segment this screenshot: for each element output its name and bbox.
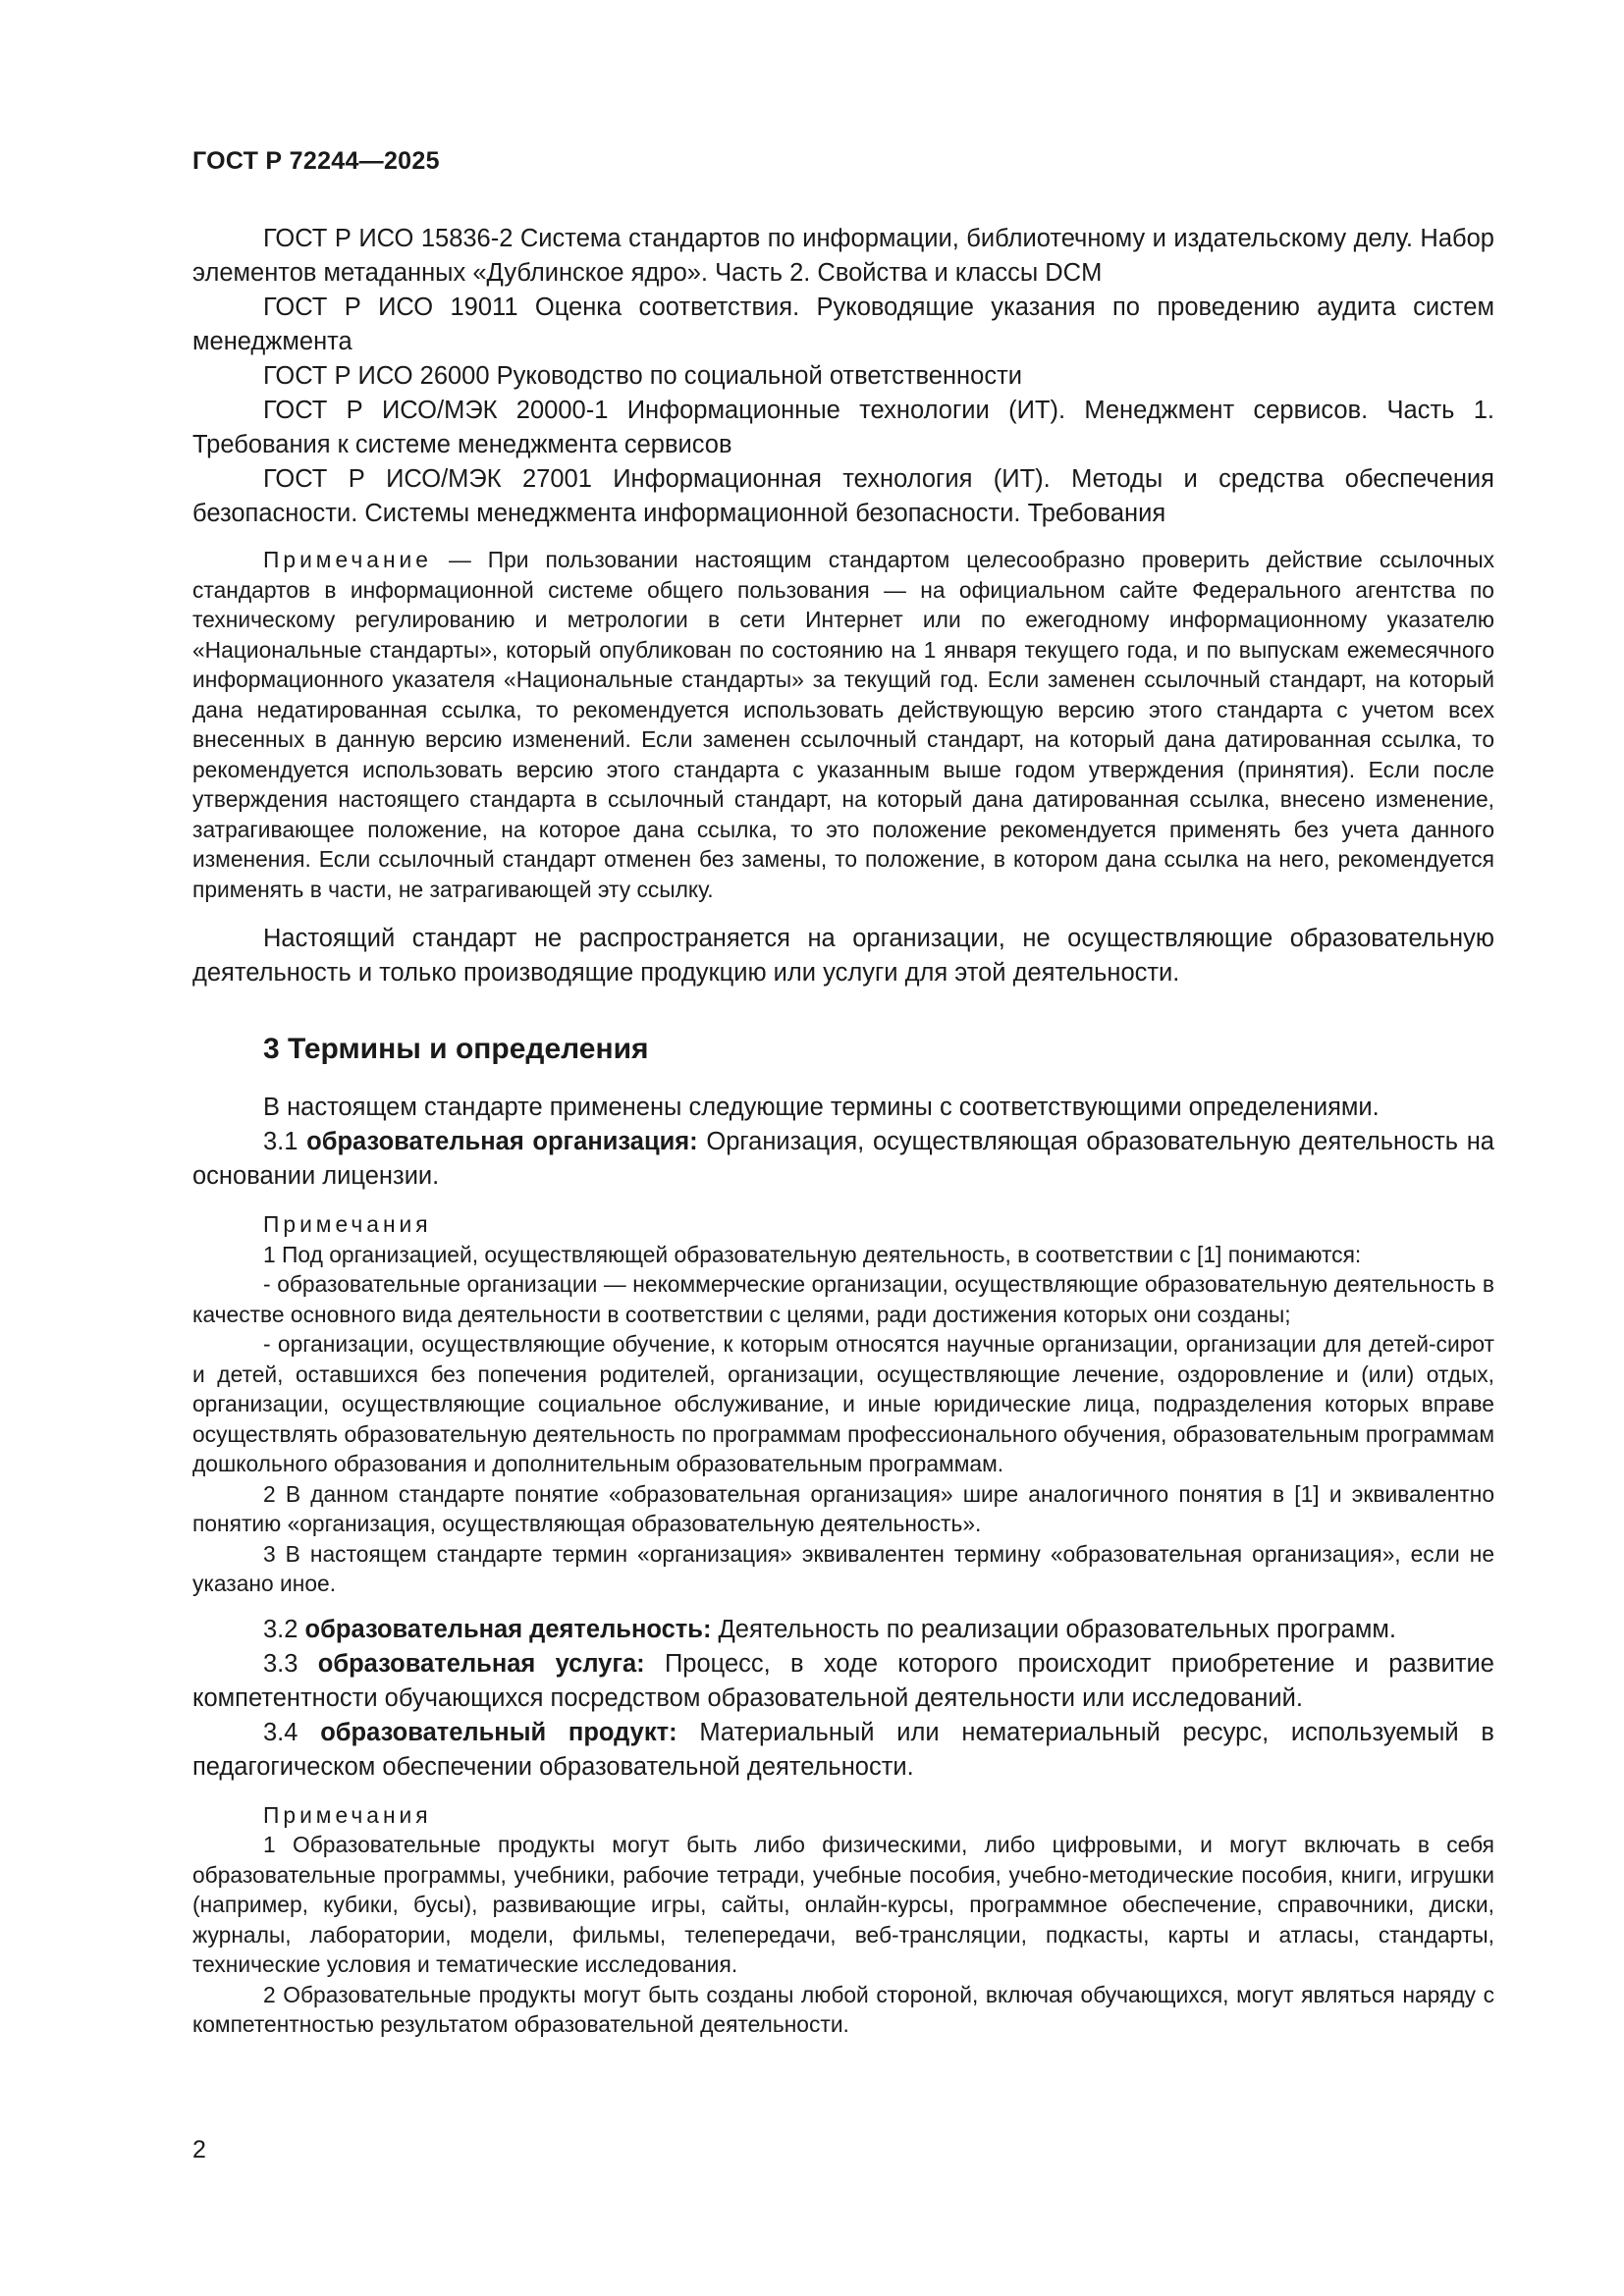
term-definition: Организация, осуществляющая образовательную деятельность на основании лицензии. [192,1128,1494,1190]
note-label: Примечание [263,547,432,572]
ref-item: ГОСТ Р ИСО/МЭК 20000-1 Информационные технологии (ИТ). Менеджмент сервисов. Часть 1. Требования к системе менеджмента сервисов [192,397,1494,458]
note-item: - образовательные организации — некоммерческие организации, осуществляющие образовательную деятельность в качестве основного вида деятельности в соответствии с целями, ради достижения которых они созданы; [192,1271,1494,1327]
term-definition: Процесс, в ходе которого происходит приобретение и развитие компетентности обучающихся посредством образовательной деятельности или исследований. [192,1649,1494,1712]
term-number: 3.2 [263,1615,305,1643]
note-text: — При пользовании настоящим стандартом целесообразно проверить действие ссылочных стандартов в информационной системе общего пользования — на официальном сайте Федерального агентства по техническому регулированию и метрологии в сети Интернет или по ежегодному информационному указателю «Национальные стандарты», который опубликован по состоянию на 1 января текущего года, и по выпускам ежемесячного информационного указателя «Национальные стандарты» за текущий год. Если заменен ссылочный стандарт, на который дана недатированная ссылка, то рекомендуется использовать действующую версию этого стандарта с учетом всех внесенных в данную версию изменений. Если заменен ссылочный стандарт, на который дана датированная ссылка, то рекомендуется использовать версию этого стандарта с указанным выше годом утверждения (принятия). Если после утверждения настоящего стандарта в ссылочный стандарт, на который дана датированная ссылка, внесено изменение, затрагивающее положение, на которое дана ссылка, то это положение рекомендуется применять без учета данного изменения. Если ссылочный стандарт отменен без замены, то положение, в котором дана ссылка на него, рекомендуется применять в части, не затрагивающей эту ссылку. [192,547,1494,902]
term-name: образовательный продукт: [320,1718,677,1746]
term-number: 3.1 [263,1128,307,1155]
term-name: образовательная деятельность: [304,1615,712,1643]
term-name: образовательная услуга: [317,1649,645,1678]
term-definition: Деятельность по реализации образовательных программ. [711,1615,1397,1643]
term-3-2 [192,1613,1494,1647]
term-number: 3.3 [263,1649,318,1678]
terms-intro: В настоящем стандарте применены следующие термины с соответствующими определениями. [263,1094,1380,1121]
scope-paragraph: Настоящий стандарт не распространяется на организации, не осуществляющие образовательную деятельность и только производящие продукцию или услуги для этой деятельности. [192,925,1494,987]
note-item: 2 В данном стандарте понятие «образовательная организация» шире аналогичного понятия в [1] и эквивалентно понятию «организация, осуществляющая образовательную деятельность». [192,1480,1494,1536]
reference-note [192,545,1494,904]
section-title: 3 Термины и определения [263,1033,649,1065]
term-number: 3.4 [263,1718,321,1746]
ref-item: ГОСТ Р ИСО 19011 Оценка соответствия. Руководящие указания по проведению аудита систем менеджмента [192,294,1494,355]
page-content [192,222,1494,2040]
ref-item: ГОСТ Р ИСО 15836-2 Система стандартов по информации, библиотечному и издательскому делу. Набор элементов метаданных «Дублинское ядро». Часть 2. Свойства и классы DCM [192,225,1494,287]
page-number: 2 [192,2136,206,2163]
term-name: образовательная организация: [306,1128,698,1155]
note-item: 1 Образовательные продукты могут быть либо физическими, либо цифровыми, и могут включать в себя образовательные программы, учебники, рабочие тетради, учебные пособия, учебно-методические пособия, книги, игрушки (например, кубики, бусы), развивающие игры, сайты, онлайн-курсы, программное обеспечение, справочники, диски, журналы, лаборатории, модели, фильмы, телепередачи, веб-трансляции, подкасты, карты и атласы, стандарты, технические условия и тематические исследования. [192,1832,1494,1977]
term-definition: Материальный или нематериальный ресурс, используемый в педагогическом обеспечении образовательной деятельности. [192,1718,1494,1781]
note-item: 3 В настоящем стандарте термин «организация» эквивалентен термину «образовательная организация», если не указано иное. [192,1540,1494,1596]
notes-label: Примечания [263,1211,432,1237]
note-item: 1 Под организацией, осуществляющей образовательную деятельность, в соответствии с [1] понимаются: [263,1241,1362,1267]
ref-item: ГОСТ Р ИСО/МЭК 27001 Информационная технология (ИТ). Методы и средства обеспечения безопасности. Системы менеджмента информационной безопасности. Требования [192,465,1494,527]
term-3-4 [192,1716,1494,1785]
ref-item: ГОСТ Р ИСО 26000 Руководство по социальной ответственности [263,362,1022,390]
note-item: - организации, осуществляющие обучение, к которым относятся научные организации, организации для детей-сирот и детей, оставшихся без попечения родителей, организации, осуществляющие лечение, оздоровление и (или) отдых, организации, осуществляющие социальное обслуживание, и иные юридические лица, подразделения которых вправе осуществлять образовательную деятельность по программам профессионального обучения, образовательным программам дошкольного образования и дополнительным образовательным программам. [192,1331,1494,1476]
note-item: 2 Образовательные продукты могут быть созданы любой стороной, включая обучающихся, могут являться наряду с компетентностью результатом образовательной деятельности. [192,1981,1494,2037]
document-header: ГОСТ Р 72244—2025 [192,147,440,175]
notes-label: Примечания [263,1801,432,1828]
term-3-3 [192,1647,1494,1716]
term-3-1 [192,1125,1494,1194]
